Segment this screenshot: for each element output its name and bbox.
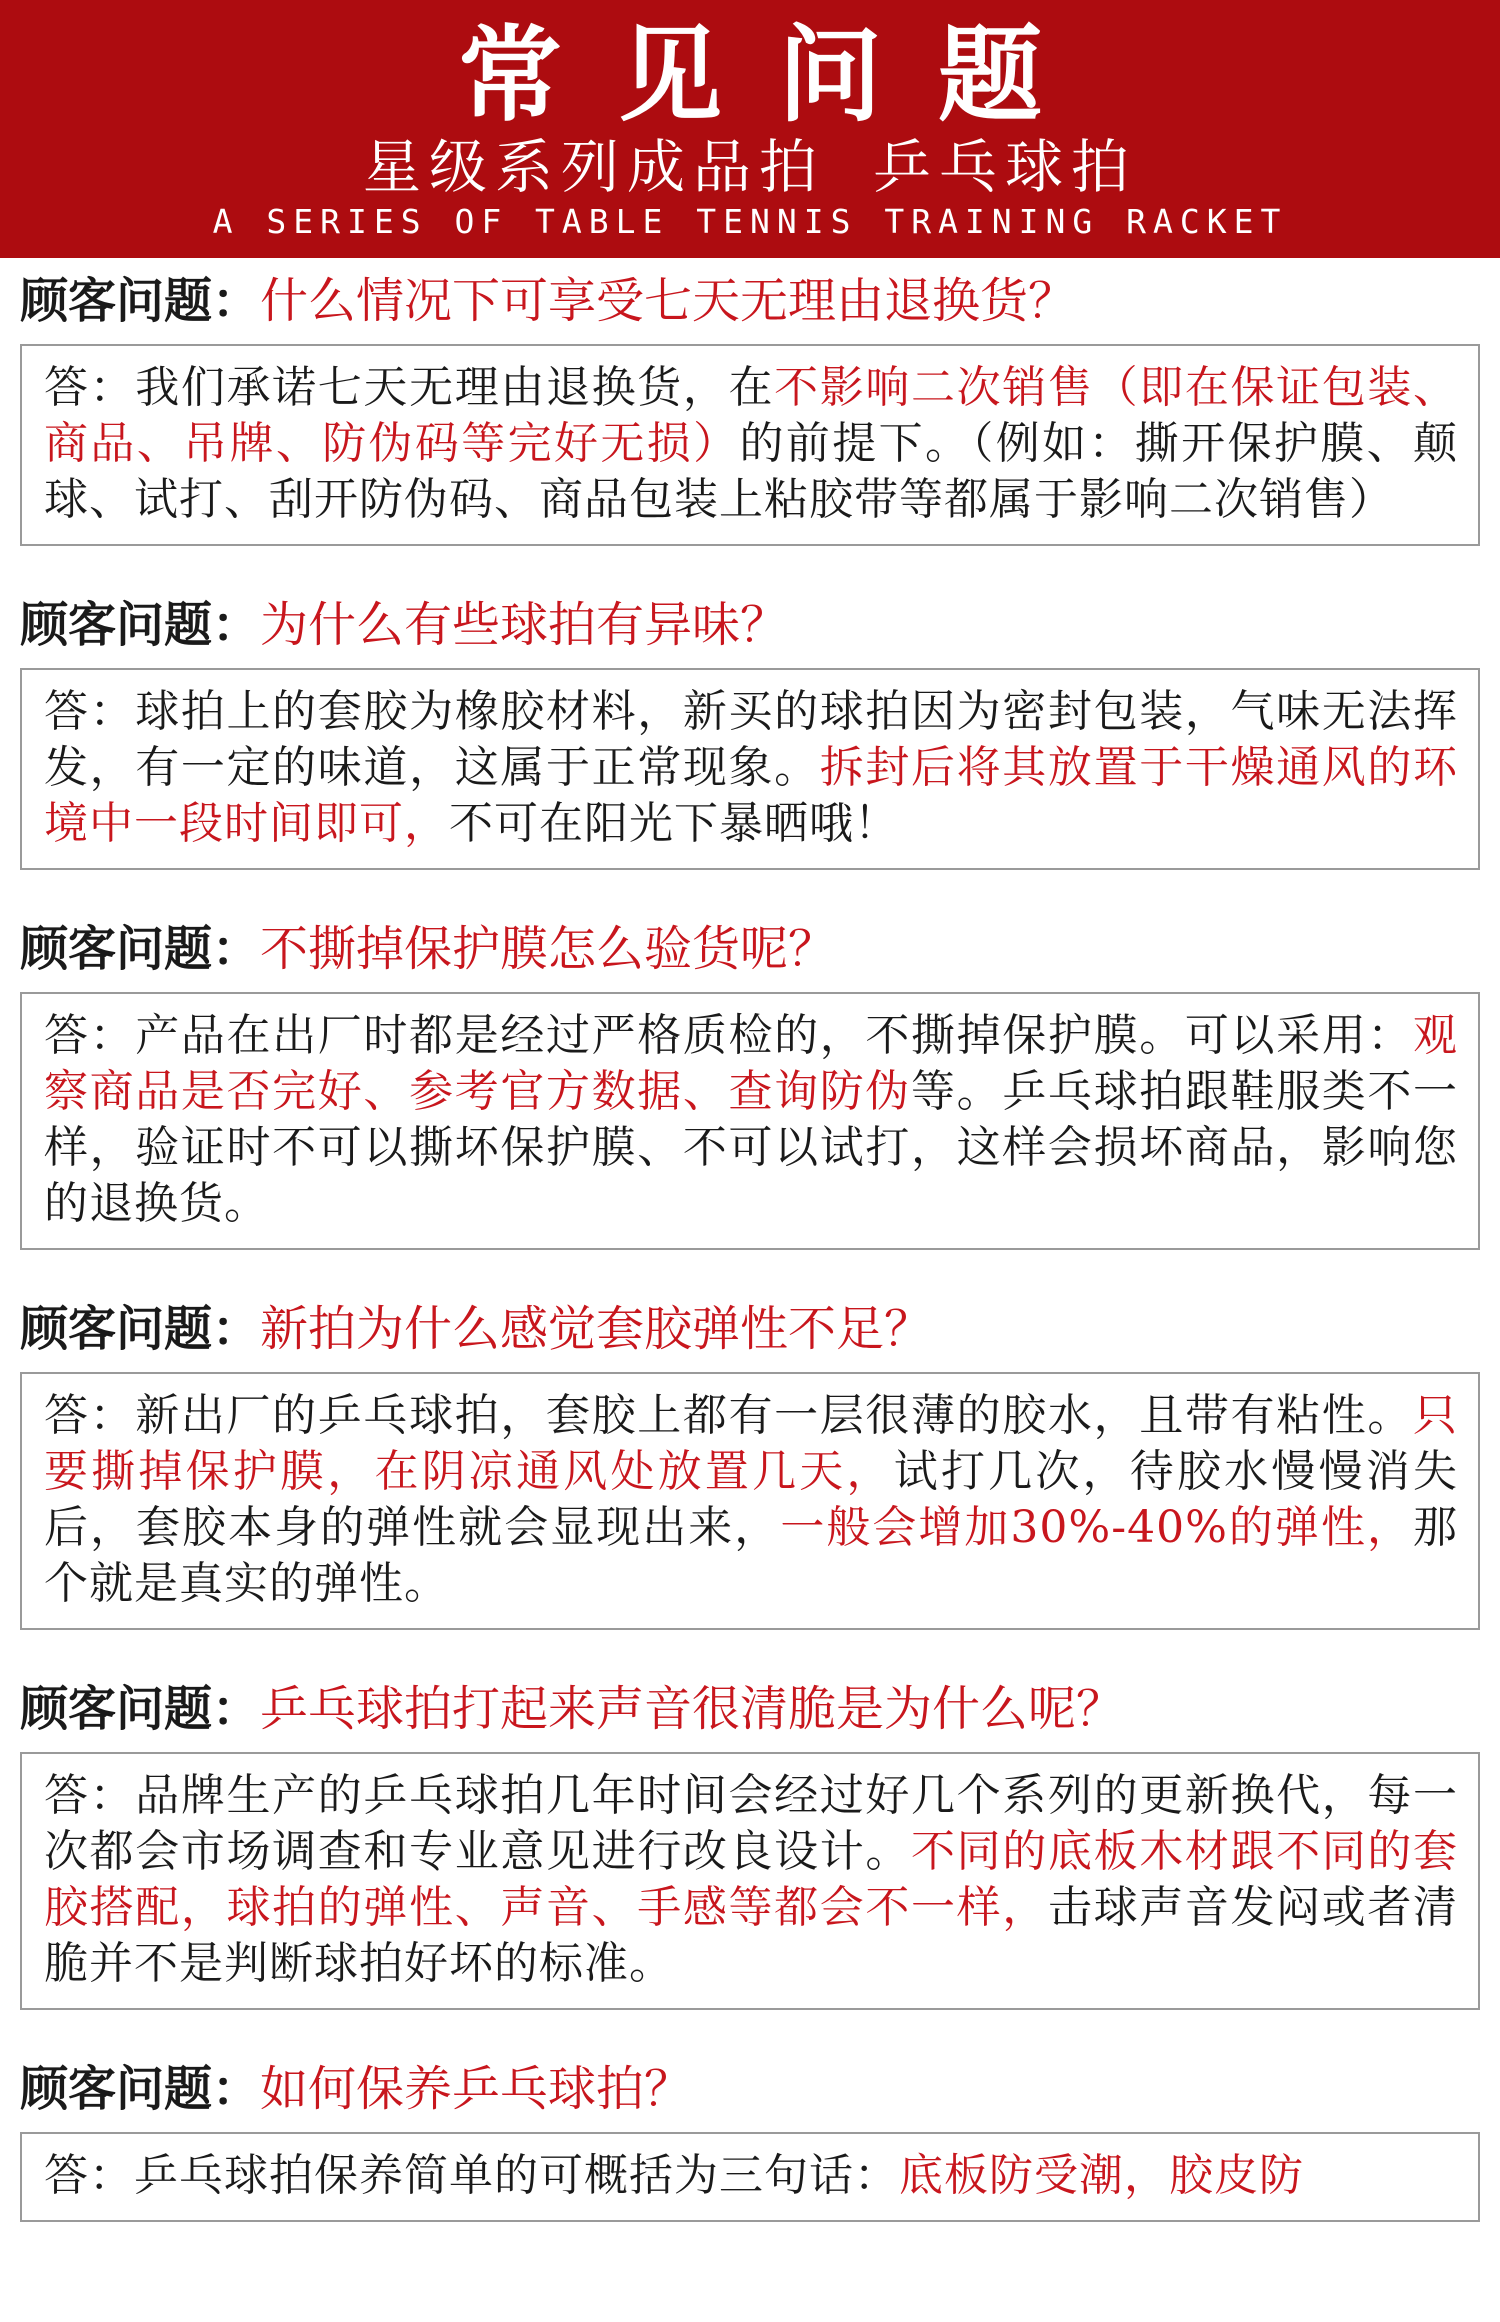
faq-question — [20, 582, 1500, 668]
answer-highlight: 不影响二次销售（即在保证包装、商品、吊牌、防伪码等完好无损） — [44, 362, 1459, 469]
faq-answer-box — [20, 1752, 1480, 2010]
question-text: 乒乓球拍打起来声音很清脆是为什么呢？ — [260, 1681, 1125, 1737]
faq-answer-box — [20, 344, 1480, 546]
question-prefix: 顾客问题： — [20, 1681, 261, 1737]
answer-text: 答：产品在出厂时都是经过严格质检的，不撕掉保护膜。可以采用： — [44, 1010, 1413, 1061]
answer-text: 答：新出厂的乒乓球拍，套胶上都有一层很薄的胶水，且带有粘性。 — [44, 1390, 1413, 1441]
question-text: 不撕掉保护膜怎么验货呢？ — [260, 921, 837, 977]
english-subtitle: A SERIES OF TABLE TENNIS TRAINING RACKET — [212, 202, 1288, 241]
answer-text: 的前提下。（例如：撕开保护膜、颠球、试打、刮开防伪码、商品包装上粘胶带等都属于影响二次销售） — [44, 418, 1458, 525]
faq-question — [20, 906, 1500, 992]
question-prefix: 顾客问题： — [20, 1301, 261, 1357]
answer-highlight: 只要撕掉保护膜，在阴凉通风处放置几天， — [44, 1390, 1458, 1497]
answer-text: 答：我们承诺七天无理由退换货，在 — [44, 362, 775, 413]
answer-highlight: 观察商品是否完好、参考官方数据、查询防伪 — [44, 1010, 1458, 1117]
answer-text: 答：乒乓球拍保养简单的可概括为三句话： — [44, 2150, 899, 2201]
question-prefix: 顾客问题： — [20, 273, 261, 329]
question-text: 新拍为什么感觉套胶弹性不足？ — [260, 1301, 933, 1357]
faq-question — [20, 2046, 1500, 2132]
question-text: 为什么有些球拍有异味？ — [260, 597, 789, 653]
question-prefix: 顾客问题： — [20, 921, 261, 977]
subtitle-product: 乒乓球拍 — [873, 133, 1138, 201]
question-prefix: 顾客问题： — [20, 597, 261, 653]
faq-answer-box — [20, 1372, 1480, 1630]
answer-text: 击球声音发闷或者清脆并不是判断球拍好坏的标准。 — [44, 1882, 1459, 1989]
question-text: 什么情况下可享受七天无理由退换货？ — [260, 273, 1077, 329]
page-subtitle — [0, 132, 1500, 202]
faq-question — [20, 1666, 1500, 1752]
question-text: 如何保养乒乓球拍？ — [260, 2061, 693, 2117]
answer-highlight: 底板防受潮，胶皮防 — [899, 2150, 1304, 2201]
page-header — [0, 0, 1500, 258]
answer-text: 试打几次，待胶水慢慢消失后，套胶本身的弹性就会显现出来， — [44, 1446, 1459, 1553]
answer-text: 等。乒乓球拍跟鞋服类不一样，验证时不可以撕坏保护膜、不可以试打，这样会损坏商品，影响您的退换货。 — [44, 1066, 1459, 1229]
answer-text: 答：品牌生产的乒乓球拍几年时间会经过好几个系列的更新换代，每一次都会市场调查和专业意见进行改良设计。 — [44, 1770, 1458, 1877]
faq-question — [20, 1286, 1500, 1372]
question-prefix: 顾客问题： — [20, 2061, 261, 2117]
faq-answer-box — [20, 2132, 1480, 2222]
answer-highlight: 一般会增加30%-40%的弹性， — [780, 1502, 1413, 1553]
faq-answer-box — [20, 668, 1480, 870]
answer-highlight: 拆封后将其放置于干燥通风的环境中一段时间即可， — [44, 742, 1458, 849]
answer-text: 那个就是真实的弹性。 — [44, 1502, 1458, 1609]
answer-text: 不可在阳光下暴晒哦！ — [449, 798, 899, 849]
page-title: 常见问题 — [457, 14, 1098, 136]
answer-highlight: 不同的底板木材跟不同的套胶搭配，球拍的弹性、声音、手感等都会不一样， — [44, 1826, 1459, 1933]
faq-question — [20, 258, 1500, 344]
subtitle-series: 星级系列成品拍 — [362, 133, 825, 201]
answer-text: 答：球拍上的套胶为橡胶材料，新买的球拍因为密封包装，气味无法挥发，有一定的味道，这属于正常现象。 — [44, 686, 1458, 793]
faq-list — [0, 258, 1500, 2222]
faq-answer-box — [20, 992, 1480, 1250]
